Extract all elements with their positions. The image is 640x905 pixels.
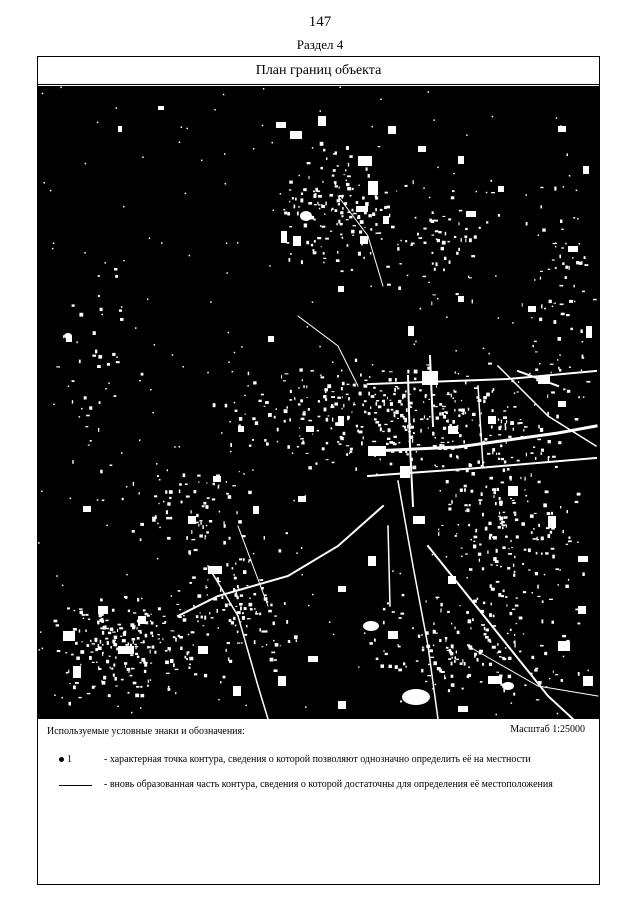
- point-label: 1: [67, 754, 72, 765]
- plan-title: План границ объекта: [38, 57, 599, 85]
- satellite-map: [38, 86, 599, 719]
- point-description: - характерная точка контура, сведения о которой позволяют однозначно определить её на местности: [104, 754, 531, 765]
- line-symbol-icon: [59, 785, 92, 786]
- line-description: - вновь образованная часть контура, сведения о которой достаточны для определения её местоположения: [104, 779, 553, 790]
- plan-frame: [37, 56, 600, 885]
- point-symbol: [59, 754, 89, 766]
- map-scale: Масштаб 1:25000: [510, 724, 585, 735]
- point-dot-icon: [59, 757, 64, 762]
- satellite-map-image: [38, 86, 599, 719]
- section-title: Раздел 4: [296, 37, 344, 52]
- page-number: 147: [308, 14, 332, 30]
- legend-title: Используемые условные знаки и обозначения:: [47, 726, 245, 737]
